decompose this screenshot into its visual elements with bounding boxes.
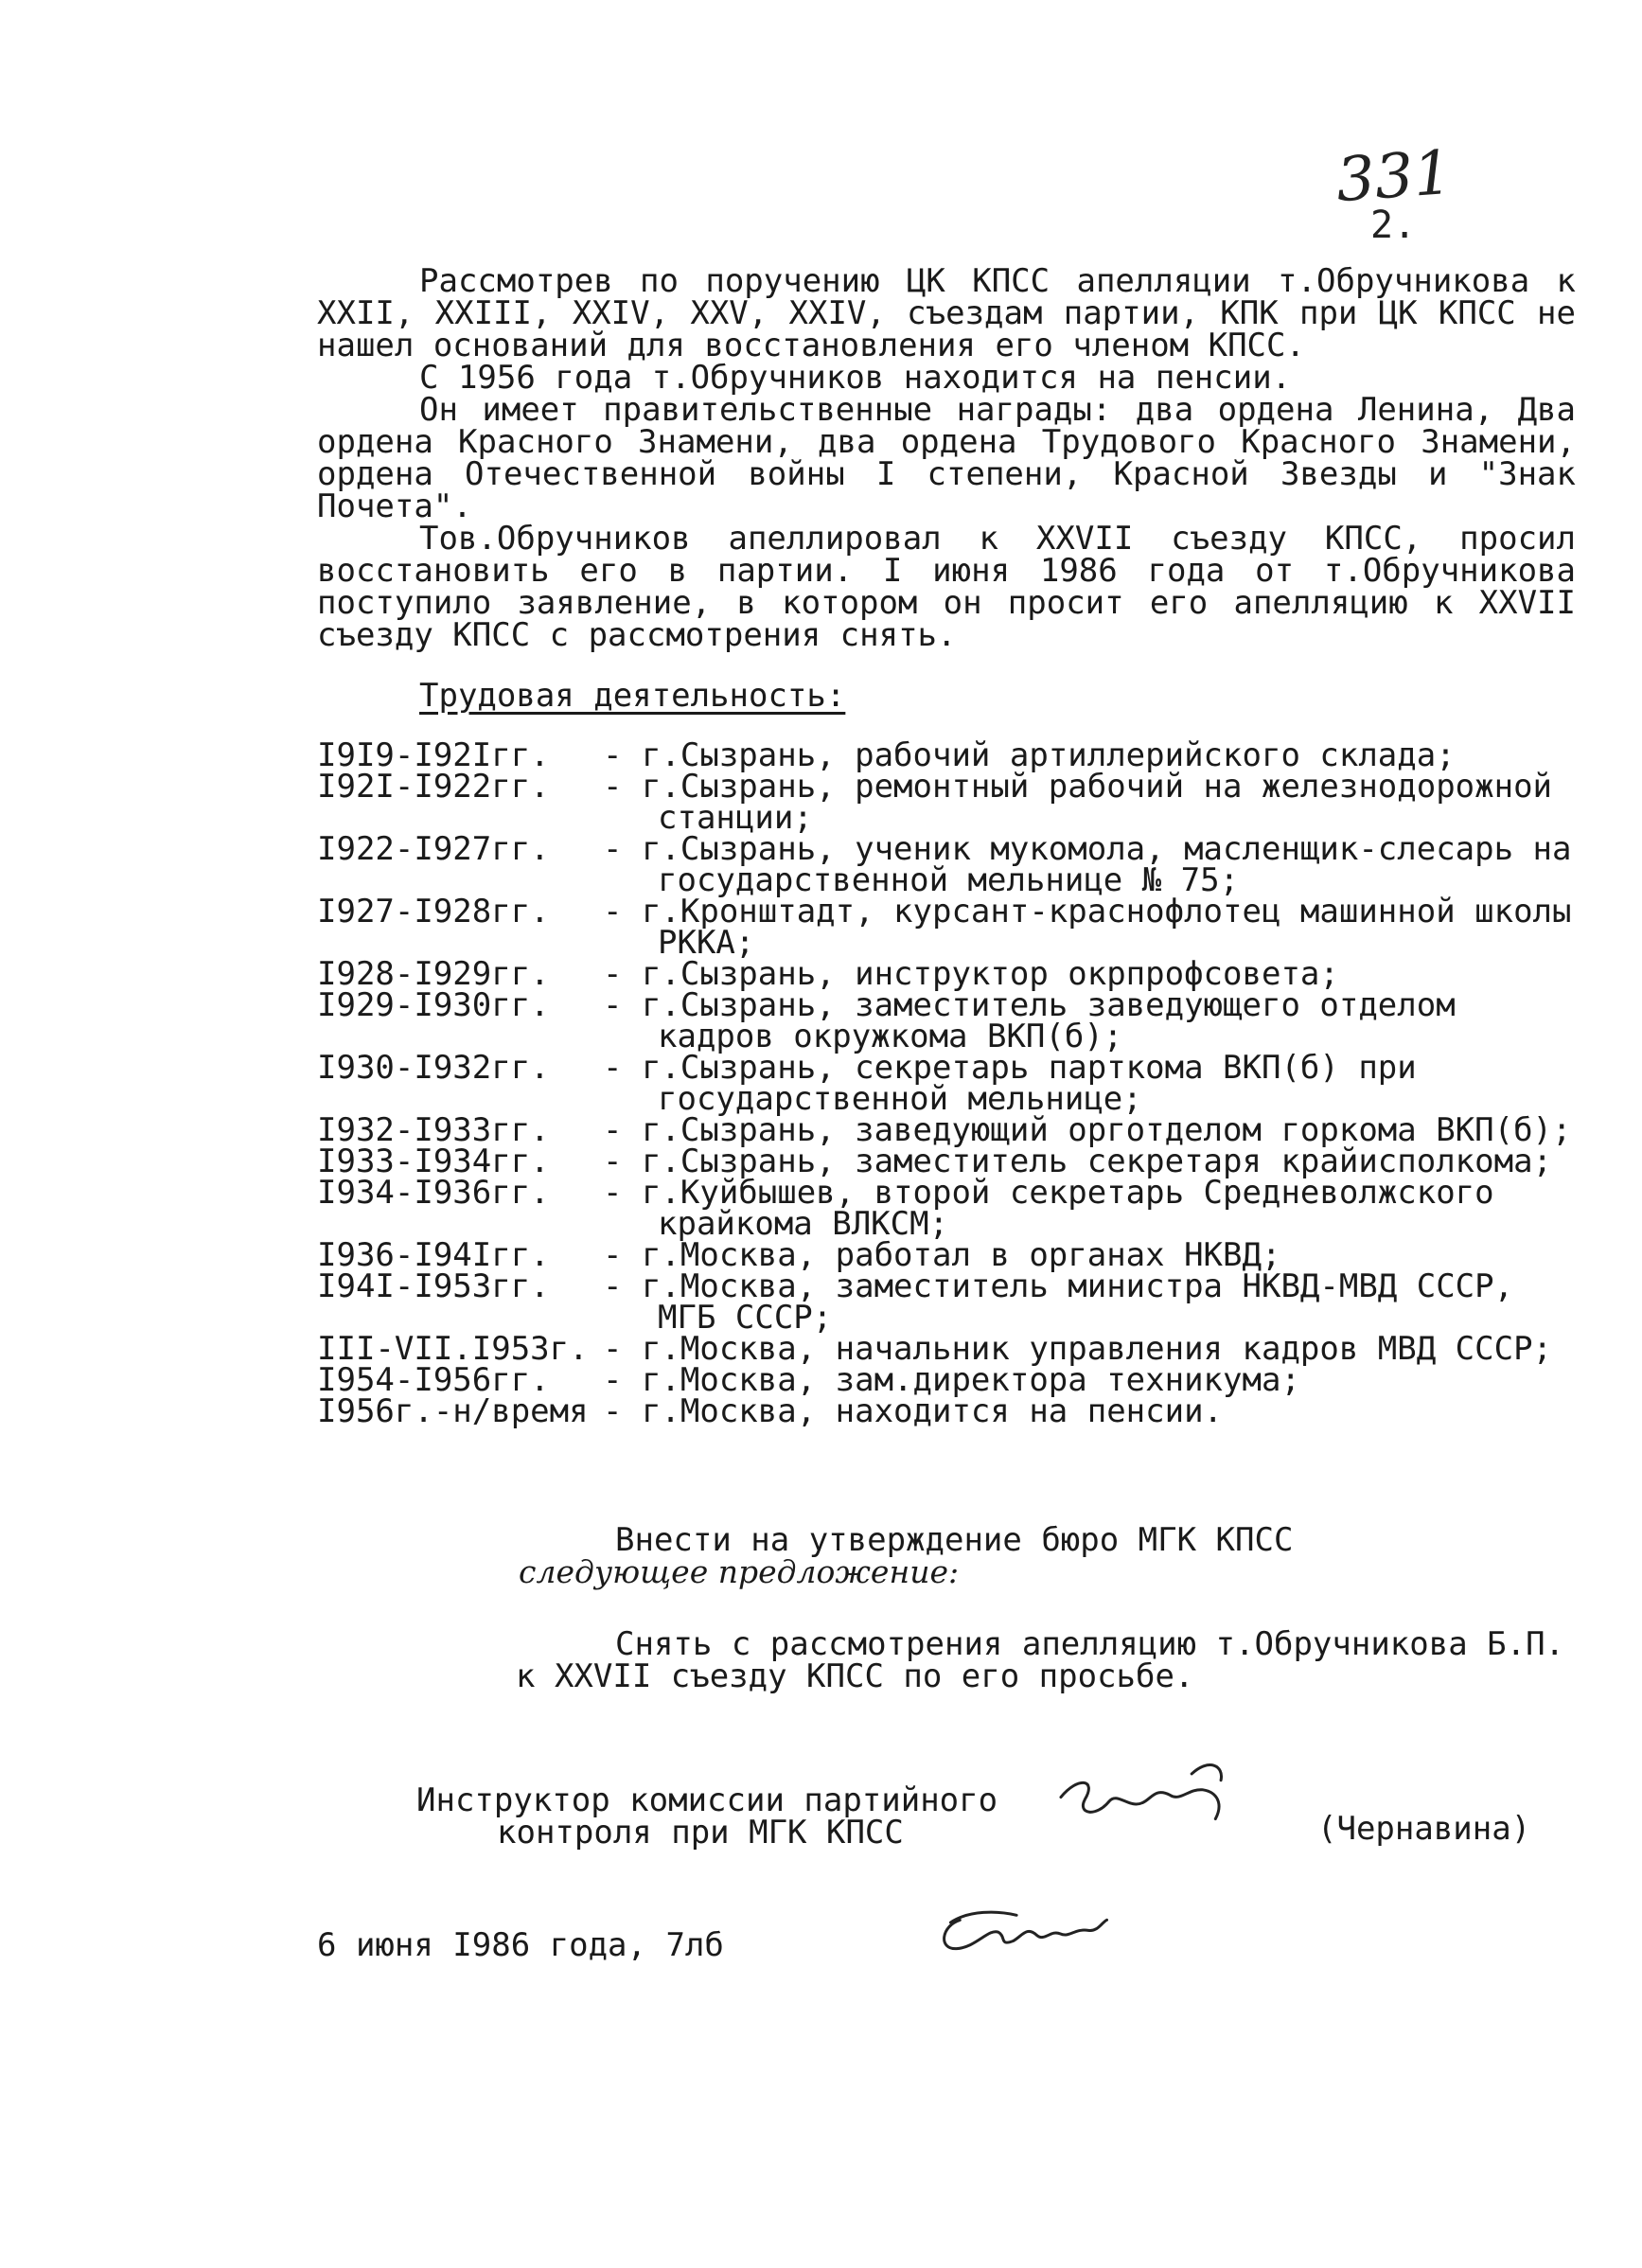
list-item [317,1392,1585,1430]
work-description: - г.Москва, работал в органах НКВД; [603,1236,1281,1274]
work-period: I934-I936гг. [317,1174,550,1212]
work-history-list [317,736,1585,1430]
proposal-label: следующее предложение: [519,1553,960,1590]
work-period: I922-I927гг. [317,830,550,868]
list-item [317,1174,1585,1243]
work-description: - г.Москва, находится на пенсии. [603,1392,1224,1430]
work-description: - г.Сызрань, заместитель заведующего отделом кадров окружкома ВКП(б); [603,986,1456,1055]
page-number: 2. [1370,204,1417,247]
work-description: - г.Сызрань, рабочий артиллерийского склада; [603,736,1456,774]
proposal-text-line1: Снять с рассмотрения апелляцию т.Обручникова Б.П. [615,1625,1565,1663]
paragraph-awards: Он имеет правительственные награды: два ордена Ленина, Два ордена Красного Знамени, два ордена Трудового Красного Знамени, ордена Отечественной войны I степени, Красной Звезды и "Знак Почета". [317,391,1576,525]
work-description: - г.Москва, начальник управления кадров МВД СССР; [603,1330,1553,1368]
work-period: I94I-I953гг. [317,1267,550,1305]
work-period: I954-I956гг. [317,1361,550,1399]
work-description: - г.Сызрань, заместитель секретаря крайисполкома; [603,1143,1553,1180]
list-item [317,1049,1585,1118]
work-history-heading: Трудовая деятельность: [419,677,846,715]
work-period: I956г.-н/время [317,1392,589,1430]
work-period: I92I-I922гг. [317,768,550,806]
paragraph-pension: С 1956 года т.Обручников находится на пенсии. [419,359,1292,397]
proposal-intro: Внести на утверждение бюро МГК КПСС [615,1521,1294,1559]
work-period: I9I9-I92Iгг. [317,736,550,774]
list-item [317,893,1585,962]
work-description: - г.Сызрань, ученик мукомола, масленщик-слесарь на государственной мельнице № 75; [603,830,1572,899]
work-description: - г.Сызрань, инструктор окрпрофсовета; [603,955,1339,993]
paragraph-appeal-review: Рассмотрев по поручению ЦК КПСС апелляции т.Обручникова к XXII, XXIII, XXIV, XXV, XXIV, съездам партии, КПК при ЦК КПСС не нашел оснований для восстановления его членом КПСС. [317,262,1576,364]
work-description: - г.Москва, зам.директора техникума; [603,1361,1300,1399]
work-description: - г.Сызрань, ремонтный рабочий на железнодорожной станции; [603,768,1553,837]
document-date: 6 июня I986 года, 7лб [317,1926,724,1964]
signature-chernavina [1049,1748,1264,1855]
archive-number: 331 [1333,137,1455,217]
paragraph-appeal-withdrawal: Тов.Обручников апеллировал к XXVII съезду КПСС, просил восстановить его в партии. I июня 1986 года от т.Обручникова поступило заявление, в котором он просит его апелляцию к XXVII съезду КПСС с рассмотрения снять. [317,520,1576,654]
work-period: I936-I94Iгг. [317,1236,550,1274]
work-description: - г.Сызрань, секретарь парткома ВКП(б) при государственной мельнице; [603,1049,1417,1118]
work-description: - г.Сызрань, заведующий орготделом горкома ВКП(б); [603,1111,1572,1149]
work-period: I930-I932гг. [317,1049,550,1087]
handwritten-initials [930,1893,1113,1969]
signer-title-line2: контроля при МГК КПСС [497,1814,904,1852]
work-description: - г.Кронштадт, курсант-краснофлотец машинной школы РККА; [603,893,1572,962]
work-description: - г.Куйбышев, второй секретарь Средневолжского крайкома ВЛКСМ; [603,1174,1494,1243]
work-period: I933-I934гг. [317,1143,550,1180]
proposal-text-line2: к XXVII съезду КПСС по его просьбе. [516,1657,1194,1695]
work-period: I929-I930гг. [317,986,550,1024]
signer-name: (Чернавина) [1317,1810,1531,1848]
list-item [317,830,1585,899]
work-period: III-VII.I953г. [317,1330,589,1368]
work-description: - г.Москва, заместитель министра НКВД-МВД СССР, МГБ СССР; [603,1267,1514,1337]
list-item [317,1267,1585,1337]
signer-title-line1: Инструктор комиссии партийного [416,1781,998,1819]
work-period: I927-I928гг. [317,893,550,930]
list-item [317,768,1585,837]
work-period: I932-I933гг. [317,1111,550,1149]
work-period: I928-I929гг. [317,955,550,993]
list-item [317,986,1585,1055]
